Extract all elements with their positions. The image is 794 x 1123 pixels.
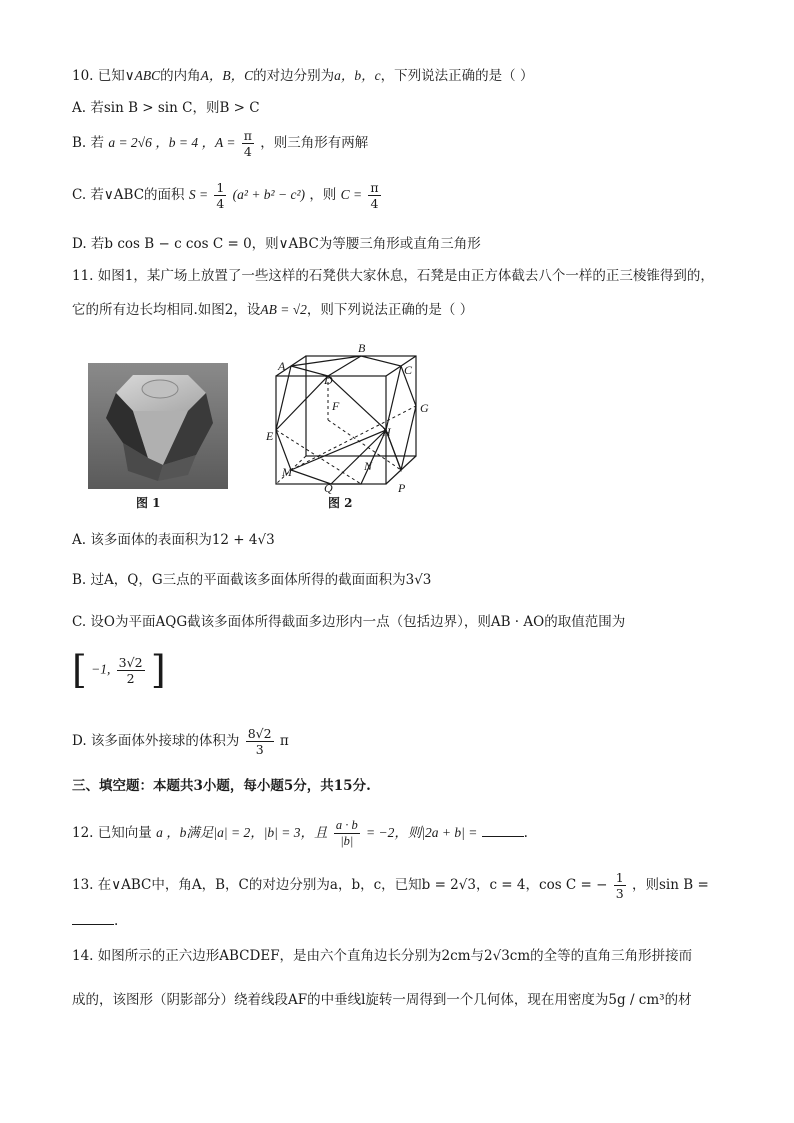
q14-line1: 14. 如图所示的正六边形ABCDEF，是由六个直角边长分别为2cm与2√3cm的全等的直角三角形拼接而: [72, 948, 693, 964]
q11-option-c-range: [ −1, $\frac{3√2}{2}$ ]: [72, 648, 166, 692]
label-C: C: [404, 363, 413, 377]
q11-stem-line2: 它的所有边长均相同.如图2，设AB = √2，则下列说法正确的是（ ）: [72, 302, 474, 318]
q10-option-c: C. 若∨ABC的面积 S = $\frac{1}{4}$ (a² + b² − c²) ，则 C = $\frac{\pi}{4}$: [72, 180, 379, 211]
cube-diagram: [258, 340, 448, 500]
q14-line2: 成的，该图形（阴影部分）绕着线段AF的中垂线l旋转一周得到一个几何体，现在用密度为5g / cm³的材: [72, 992, 692, 1008]
q10-stem: 10. 已知∨ABC的内角A，B，C的对边分别为a，b，c，下列说法正确的是（ ）: [72, 68, 534, 84]
label-Q: Q: [324, 481, 333, 495]
q10-option-b: B. 若 a = 2√6 ，b = 4 ，A = $\frac{\pi}{4}$ ，则三角形有两解: [72, 128, 369, 159]
label-A: A: [278, 359, 286, 373]
stone-stool-photo: [88, 363, 228, 489]
label-H: H: [382, 425, 391, 439]
q13: 13. 在∨ABC中，角A，B，C的对边分别为a，b，c，已知b = 2√3，c = 4，cos C = − $\frac{1}{3}$ ，则sin B =: [72, 870, 709, 901]
q12: 12. 已知向量 a ，b满足|a| = 2，|b| = 3，且 $\frac{a \cdot b}{|b|}$ = −2，则|2a + b| = .: [72, 818, 528, 848]
label-M: M: [282, 465, 292, 479]
q11-option-c: C. 设O为平面AQG截该多面体所得截面多边形内一点（包括边界），则AB · AO的取值范围为: [72, 614, 626, 630]
q11-option-d: D. 该多面体外接球的体积为 $\frac{8√2}{3}$ π: [72, 726, 289, 757]
q13-answer-line[interactable]: .: [72, 910, 118, 931]
q11-option-a: A. 该多面体的表面积为12 + 4√3: [72, 532, 275, 548]
label-E: E: [266, 429, 274, 443]
q12-answer-blank[interactable]: [482, 822, 524, 837]
label-B: B: [358, 341, 366, 355]
figure1-caption: 图 1: [136, 496, 161, 510]
q10-option-d: D. 若b cos B − c cos C = 0，则∨ABC为等腰三角形或直角三角形: [72, 236, 481, 252]
q11-option-b: B. 过A，Q，G三点的平面截该多面体所得的截面面积为3√3: [72, 572, 432, 588]
label-P: P: [398, 481, 406, 495]
figure2-caption: 图 2: [328, 496, 353, 510]
q11-stem-line1: 11. 如图1，某广场上放置了一些这样的石凳供大家休息，石凳是由正方体截去八个一样的正三棱锥得到的，: [72, 268, 714, 284]
section3-heading: 三、填空题：本题共3小题，每小题5分，共15分.: [72, 778, 371, 794]
label-G: G: [420, 401, 429, 415]
label-N: N: [364, 459, 373, 473]
label-D: D: [324, 373, 333, 387]
q10-option-a: A. 若sin B > sin C，则B > C: [72, 100, 260, 116]
label-F: F: [332, 399, 340, 413]
